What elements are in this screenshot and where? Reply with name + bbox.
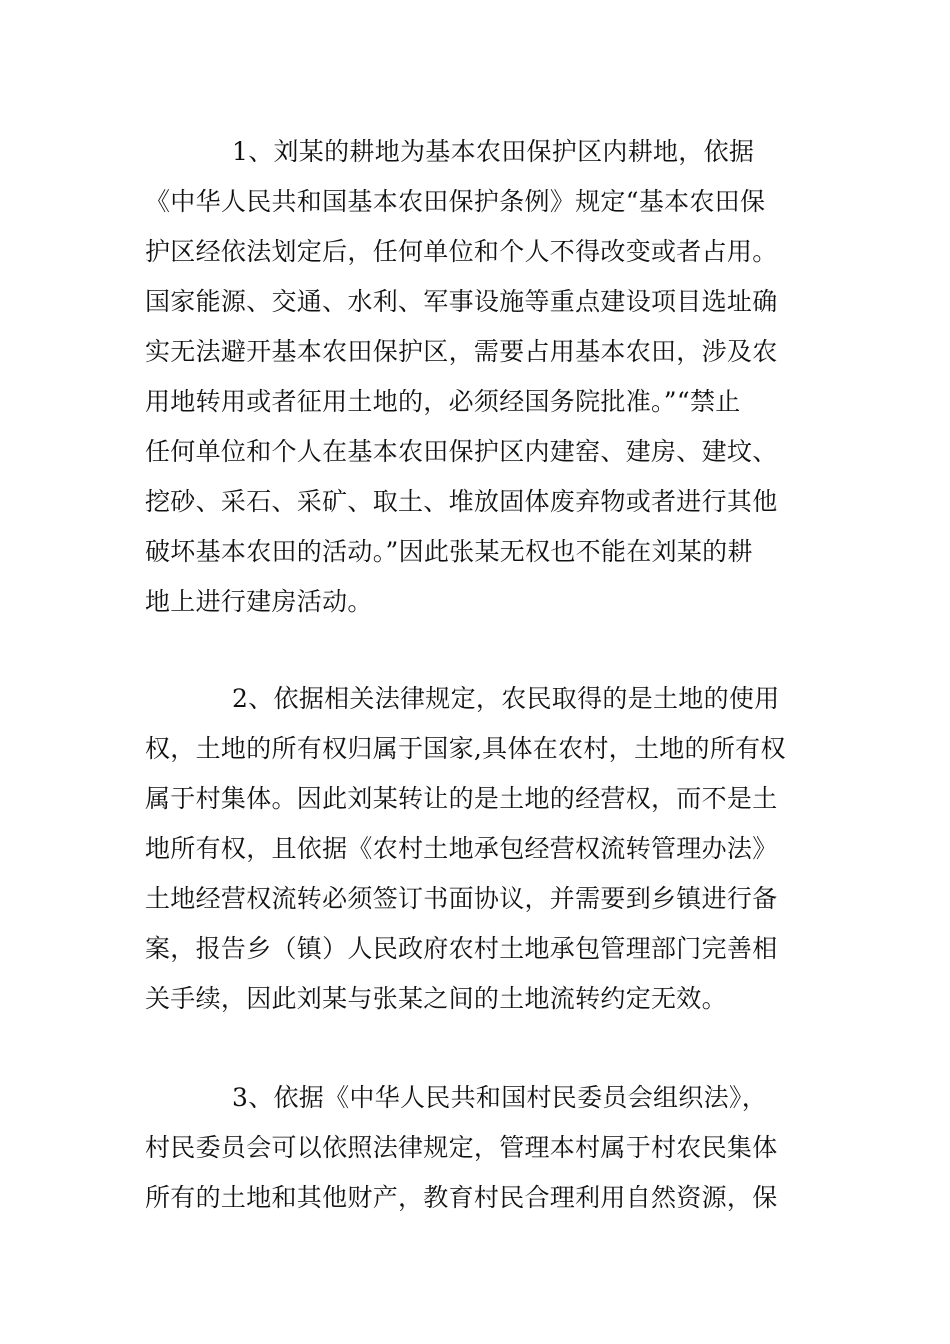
- text-line: 挖砂、采石、采矿、取土、堆放固体废弃物或者进行其他: [145, 487, 778, 516]
- text-line: 实无法避开基本农田保护区，需要占用基本农田，涉及农: [145, 337, 778, 366]
- text-line: 护区经依法划定后，任何单位和个人不得改变或者占用。: [145, 237, 778, 266]
- text-line: 属于村集体。因此刘某转让的是土地的经营权，而不是土: [145, 784, 778, 813]
- text-line: 任何单位和个人在基本农田保护区内建窑、建房、建坟、: [145, 437, 778, 466]
- text-line: 用地转用或者征用土地的，必须经国务院批准。”“禁止: [145, 387, 741, 416]
- text-line: 3、依据《中华人民共和国村民委员会组织法》，: [232, 1083, 768, 1112]
- text-line: 地上进行建房活动。: [145, 587, 373, 616]
- text-line: 1、刘某的耕地为基本农田保护区内耕地，依据: [232, 137, 755, 166]
- text-line: 《中华人民共和国基本农田保护条例》规定“基本农田保: [145, 187, 766, 216]
- text-line: 村民委员会可以依照法律规定，管理本村属于村农民集体: [145, 1133, 778, 1162]
- text-line: 案，报告乡（镇）人民政府农村土地承包管理部门完善相: [145, 934, 778, 963]
- text-line: 破坏基本农田的活动。”因此张某无权也不能在刘某的耕: [145, 537, 753, 566]
- text-line: 土地经营权流转必须签订书面协议，并需要到乡镇进行备: [145, 884, 778, 913]
- text-line: 权，土地的所有权归属于国家,具体在农村，土地的所有权: [145, 734, 786, 763]
- text-line: 地所有权，且依据《农村土地承包经营权流转管理办法》: [145, 834, 778, 863]
- text-line: 所有的土地和其他财产，教育村民合理利用自然资源，保: [145, 1183, 778, 1212]
- text-line: 国家能源、交通、水利、军事设施等重点建设项目选址确: [145, 287, 778, 316]
- text-line: 2、依据相关法律规定，农民取得的是土地的使用: [232, 684, 780, 713]
- text-line: 关手续，因此刘某与张某之间的土地流转约定无效。: [145, 984, 727, 1013]
